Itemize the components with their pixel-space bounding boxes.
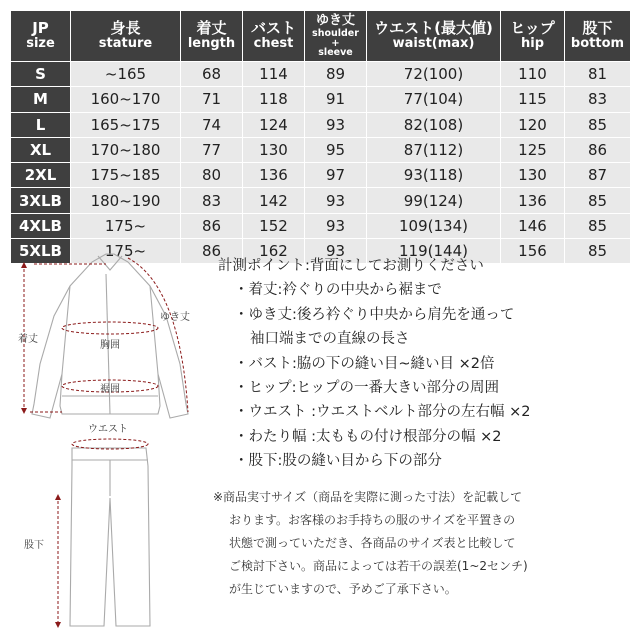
- cell-chest: 118: [243, 87, 305, 112]
- cell-bottom: 87: [565, 163, 631, 188]
- cell-hip: 136: [501, 188, 565, 213]
- note-inseam: ・股下:股の縫い目から下の部分: [234, 453, 442, 470]
- cell-sleeve: 89: [305, 62, 367, 87]
- inseam-label: 股下: [24, 540, 44, 551]
- size-table: [10, 10, 631, 264]
- cell-stature: 175~185: [71, 163, 181, 188]
- cell-waist: 99(124): [367, 188, 501, 213]
- footnote-line: が生じていますので、予めご了承下さい。: [229, 582, 457, 596]
- cell-sleeve: 95: [305, 137, 367, 162]
- footnote-line: 状態で測っていただき、各商品のサイズ表と比較して: [229, 536, 516, 550]
- garment-diagram: [10, 246, 210, 636]
- cell-bottom: 86: [565, 137, 631, 162]
- table-row: [11, 213, 631, 238]
- note-waist: ・ウエスト :ウエストベルト部分の左右幅 ×2: [234, 404, 531, 421]
- measurement-notes: [218, 254, 530, 474]
- cell-length: 74: [181, 112, 243, 137]
- cell-waist: 119(144): [367, 239, 501, 264]
- cell-hip: 125: [501, 137, 565, 162]
- sleeve-label: ゆき丈: [160, 312, 190, 323]
- header-size: JP size: [11, 11, 71, 62]
- header-length: 着丈 length: [181, 11, 243, 62]
- cell-bottom: 81: [565, 62, 631, 87]
- size-label-cell: 4XLB: [11, 213, 71, 238]
- cell-waist: 77(104): [367, 87, 501, 112]
- size-label-cell: L: [11, 112, 71, 137]
- cell-length: 86: [181, 239, 243, 264]
- cell-sleeve: 91: [305, 87, 367, 112]
- cell-sleeve: 93: [305, 213, 367, 238]
- size-label-cell: 5XLB: [11, 239, 71, 264]
- cell-hip: 120: [501, 112, 565, 137]
- size-label-cell: XL: [11, 137, 71, 162]
- cell-stature: 175~: [71, 239, 181, 264]
- cell-bottom: 83: [565, 87, 631, 112]
- cell-chest: 142: [243, 188, 305, 213]
- header-stature: 身長 stature: [71, 11, 181, 62]
- size-label-cell: 3XLB: [11, 188, 71, 213]
- cell-stature: 160~170: [71, 87, 181, 112]
- cell-stature: 165~175: [71, 112, 181, 137]
- cell-bottom: 85: [565, 213, 631, 238]
- header-chest: バスト chest: [243, 11, 305, 62]
- cell-hip: 110: [501, 62, 565, 87]
- cell-length: 77: [181, 137, 243, 162]
- cell-stature: 180~190: [71, 188, 181, 213]
- cell-waist: 87(112): [367, 137, 501, 162]
- cell-stature: 170~180: [71, 137, 181, 162]
- table-body: [11, 62, 631, 264]
- header-bottom: 股下 bottom: [565, 11, 631, 62]
- note-bust: ・バスト:脇の下の縫い目~縫い目 ×2倍: [234, 355, 495, 372]
- pants-outline: [70, 448, 150, 626]
- cell-hip: 146: [501, 213, 565, 238]
- cell-length: 80: [181, 163, 243, 188]
- note-thigh: ・わたり幅 :太ももの付け根部分の幅 ×2: [234, 428, 502, 445]
- cell-hip: 130: [501, 163, 565, 188]
- cell-length: 68: [181, 62, 243, 87]
- table-header-row: [11, 11, 631, 62]
- cell-chest: 130: [243, 137, 305, 162]
- cell-sleeve: 93: [305, 112, 367, 137]
- cell-waist: 72(100): [367, 62, 501, 87]
- cell-waist: 82(108): [367, 112, 501, 137]
- cell-chest: 152: [243, 213, 305, 238]
- header-hip: ヒップ hip: [501, 11, 565, 62]
- cell-length: 86: [181, 213, 243, 238]
- cell-waist: 93(118): [367, 163, 501, 188]
- header-sleeve: ゆき丈 shoulder + sleeve: [305, 11, 367, 62]
- cell-sleeve: 93: [305, 239, 367, 264]
- footnote: [213, 486, 633, 601]
- table-row: [11, 137, 631, 162]
- chest-label: 胸囲: [100, 340, 120, 351]
- footnote-line: ※商品実寸サイズ（商品を実際に測った寸法）を記載して: [213, 490, 523, 504]
- cell-hip: 156: [501, 239, 565, 264]
- cell-chest: 162: [243, 239, 305, 264]
- notes-heading: 計測ポイント:背面にしてお測りください: [218, 258, 484, 274]
- header-waist: ウエスト(最大値) waist(max): [367, 11, 501, 62]
- cell-sleeve: 93: [305, 188, 367, 213]
- cell-length: 71: [181, 87, 243, 112]
- cell-length: 83: [181, 188, 243, 213]
- note-sleeve: ・ゆき丈:後ろ衿ぐり中央から肩先を通って: [234, 306, 515, 323]
- table-row: [11, 62, 631, 87]
- size-label-cell: 2XL: [11, 163, 71, 188]
- hem-label: 裾囲: [100, 384, 120, 395]
- cell-waist: 109(134): [367, 213, 501, 238]
- cell-chest: 114: [243, 62, 305, 87]
- cell-bottom: 85: [565, 188, 631, 213]
- table-row: [11, 188, 631, 213]
- note-hip: ・ヒップ:ヒップの一番大きい部分の周囲: [234, 380, 500, 397]
- note-length: ・着丈:衿ぐりの中央から裾まで: [234, 282, 442, 299]
- table-row: [11, 112, 631, 137]
- waist-label: ウエスト: [88, 424, 128, 435]
- cell-sleeve: 97: [305, 163, 367, 188]
- cell-hip: 115: [501, 87, 565, 112]
- cell-stature: 175~: [71, 213, 181, 238]
- cell-chest: 124: [243, 112, 305, 137]
- table-row: [11, 87, 631, 112]
- footnote-line: おります。お客様のお手持ちの服のサイズを平置きの: [229, 513, 516, 527]
- note-sleeve-cont: 袖口端までの直線の長さ: [250, 331, 410, 348]
- size-label-cell: M: [11, 87, 71, 112]
- cell-stature: ~165: [71, 62, 181, 87]
- length-label: 着丈: [18, 334, 38, 345]
- table-row: [11, 163, 631, 188]
- footnote-line: ご検討下さい。商品によっては若干の誤差(1~2センチ): [229, 559, 528, 573]
- size-label-cell: S: [11, 62, 71, 87]
- cell-bottom: 85: [565, 239, 631, 264]
- cell-chest: 136: [243, 163, 305, 188]
- cell-bottom: 85: [565, 112, 631, 137]
